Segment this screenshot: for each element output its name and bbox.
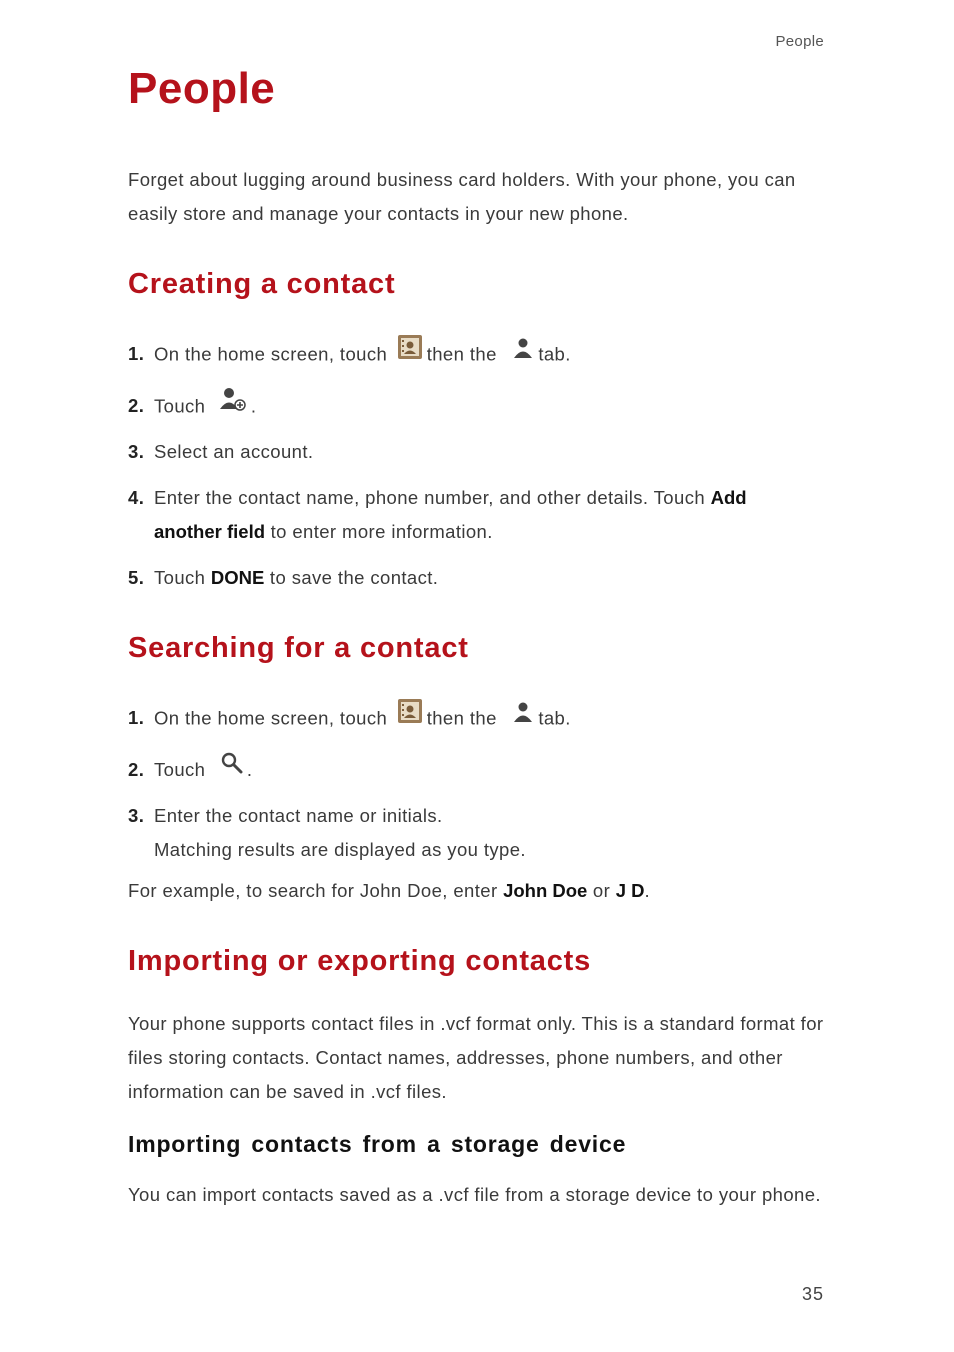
step-text: Touch bbox=[154, 395, 206, 417]
searching-step-2 bbox=[128, 753, 252, 788]
ui-term-add: Add bbox=[710, 487, 747, 508]
creating-step-1 bbox=[128, 337, 571, 374]
section-heading-searching: Searching for a contact bbox=[128, 632, 469, 664]
example-term-jd: J D bbox=[615, 880, 645, 901]
step-text: then the bbox=[426, 707, 497, 729]
example-text: . bbox=[644, 880, 651, 901]
contacts-app-icon bbox=[397, 698, 423, 735]
creating-step-2 bbox=[128, 389, 256, 426]
step-number: 1. bbox=[128, 707, 145, 729]
step-number: 4. bbox=[128, 487, 145, 508]
step-text: to enter more information. bbox=[270, 521, 493, 542]
running-header: People bbox=[775, 33, 824, 50]
step-text: Enter the contact name or initials. bbox=[154, 805, 443, 826]
step-text: to save the contact. bbox=[269, 567, 439, 588]
step-text: Touch bbox=[154, 759, 206, 780]
section-heading-creating: Creating a contact bbox=[128, 268, 396, 300]
search-icon bbox=[221, 751, 243, 785]
person-tab-icon bbox=[512, 700, 534, 734]
step-text: then the bbox=[426, 343, 497, 365]
person-tab-icon bbox=[512, 336, 534, 370]
intro-paragraph: Forget about lugging around business card holders. With your phone, you can easily store and manage your contacts in your new phone. bbox=[128, 169, 796, 224]
ui-term-another-field: another field bbox=[154, 521, 266, 542]
step-text: tab. bbox=[538, 707, 571, 729]
creating-step-4 bbox=[128, 481, 747, 515]
step-text: On the home screen, touch bbox=[154, 707, 388, 729]
step-number: 5. bbox=[128, 567, 145, 588]
creating-step-4-continued bbox=[154, 515, 493, 549]
searching-step-3-result: Matching results are displayed as you type. bbox=[154, 839, 526, 860]
example-text: or bbox=[592, 880, 611, 901]
step-text: On the home screen, touch bbox=[154, 343, 388, 365]
creating-step-3 bbox=[128, 435, 313, 469]
ui-term-done: DONE bbox=[210, 567, 265, 588]
step-text: . bbox=[250, 395, 257, 417]
step-text: . bbox=[246, 759, 253, 780]
step-text: tab. bbox=[538, 343, 571, 365]
step-number: 2. bbox=[128, 759, 145, 780]
step-number: 3. bbox=[128, 805, 145, 826]
page-title: People bbox=[128, 64, 276, 113]
add-contact-icon bbox=[219, 386, 247, 423]
example-text: For example, to search for John Doe, enter bbox=[128, 880, 498, 901]
importing-paragraph: Your phone supports contact files in .vcf format only. This is a standard format for files storing contacts. Contact names, addresses, phone numbers, and other information can be saved in .vcf files. bbox=[128, 1013, 824, 1102]
searching-step-1 bbox=[128, 701, 571, 738]
subsection-heading-storage: Importing contacts from a storage device bbox=[128, 1131, 627, 1157]
search-example bbox=[128, 874, 650, 908]
step-text: Select an account. bbox=[154, 441, 314, 462]
step-number: 3. bbox=[128, 441, 145, 462]
step-text: Enter the contact name, phone number, and other details. Touch bbox=[154, 487, 706, 508]
step-number: 2. bbox=[128, 395, 145, 417]
contacts-app-icon bbox=[397, 334, 423, 371]
storage-paragraph: You can import contacts saved as a .vcf file from a storage device to your phone. bbox=[128, 1184, 821, 1205]
step-number: 1. bbox=[128, 343, 145, 365]
step-text: Touch bbox=[154, 567, 206, 588]
example-term-john-doe: John Doe bbox=[503, 880, 588, 901]
page-number: 35 bbox=[801, 1284, 824, 1304]
searching-step-3 bbox=[128, 799, 443, 833]
section-heading-importing: Importing or exporting contacts bbox=[128, 945, 592, 977]
creating-step-5 bbox=[128, 561, 438, 595]
